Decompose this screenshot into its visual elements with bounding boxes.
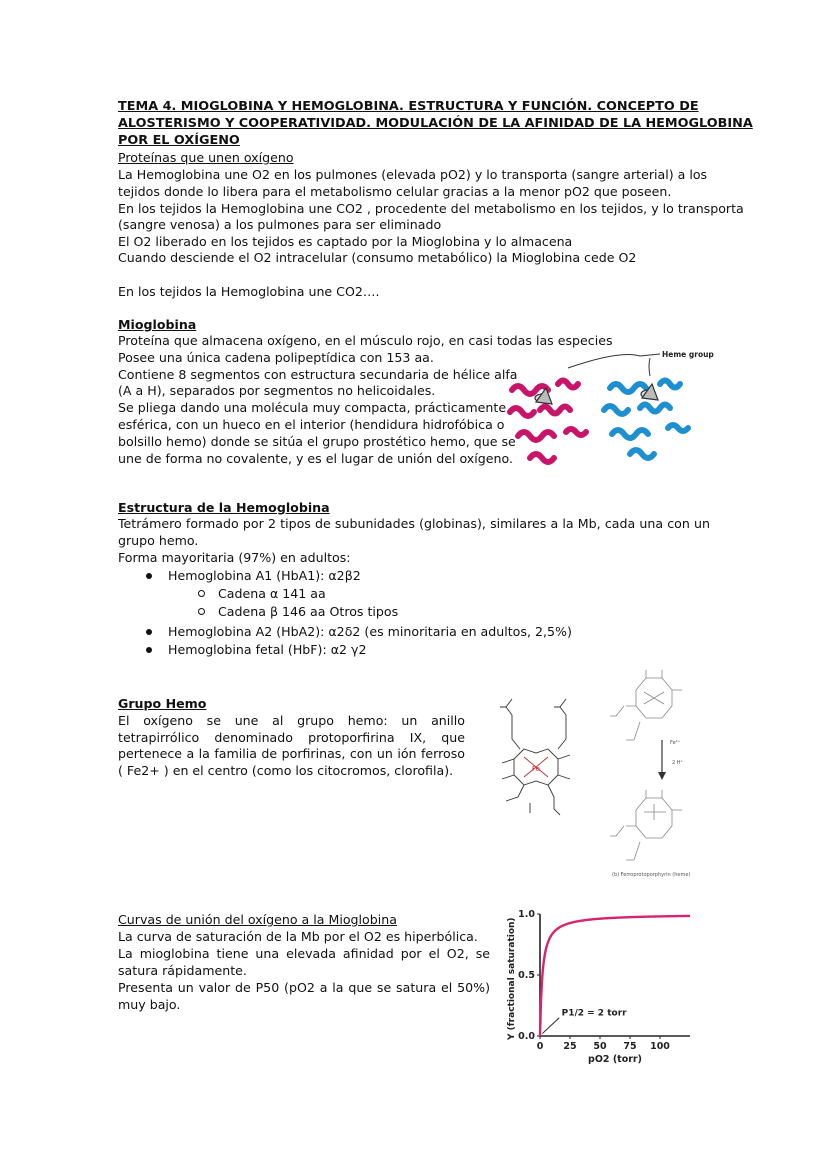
mioglobina-heading: Mioglobina (118, 317, 197, 332)
bullet-icon (146, 629, 152, 635)
heme-reaction-scheme (604, 660, 716, 882)
curvas-text-line: La curva de saturación de la Mb por el O2 es hiperbólica. (118, 929, 478, 944)
mioglobina-text-line: Se pliega dando una molécula muy compacta, prácticamente (118, 400, 507, 415)
x-tick-label: 100 (650, 1041, 670, 1052)
myoglobin-saturation-chart (500, 900, 700, 1070)
mioglobina-text-line: (A a H), separados por segmentos no helicoidales. (118, 383, 436, 398)
intro-paragraph-line: La Hemoglobina une O2 en los pulmones (elevada pO2) y lo transporta (sangre arterial) a los (118, 167, 708, 182)
fe2-reagent-label: Fe²⁺ (670, 740, 681, 746)
intro-paragraph-line: tejidos donde lo libera para el metabolismo celular gracias a la menor pO2 que poseen. (118, 184, 672, 199)
list-item-text: Hemoglobina A2 (HbA2): α2δ2 (es minoritaria en adultos, 2,5%) (168, 624, 572, 639)
page-title (118, 98, 753, 149)
list-item-text: Hemoglobina A1 (HbA1): α2β2 (168, 568, 361, 583)
list-item (218, 603, 398, 621)
list-item-text: Hemoglobina fetal (HbF): α2 γ2 (168, 641, 367, 657)
ferroprotoporphyrin-caption: (b) Ferroprotoporphyrin (heme) (612, 872, 691, 878)
intro-paragraph-line: En los tejidos la Hemoglobina une CO2 , procedente del metabolismo en los tejidos, y lo transporta (118, 201, 744, 216)
circle-bullet-icon (198, 608, 205, 615)
mioglobina-text-line: esférica, con un hueco en el interior (hendidura hidrofóbica o (118, 417, 505, 432)
intro-paragraph-line: En los tejidos la Hemoglobina une CO2…. (118, 284, 380, 299)
list-item-text: Cadena β 146 aa Otros tipos (218, 603, 399, 619)
title-line-3: POR EL OXÍGENO (118, 133, 240, 148)
myoglobin-structure-figure (500, 340, 720, 475)
intro-paragraph-line: (sangre venosa) a los pulmones para ser eliminado (118, 217, 442, 232)
hemoglobin-a1-chains-list (218, 585, 398, 620)
mioglobina-text-line: Posee una única cadena polipeptídica con 153 aa. (118, 350, 434, 365)
hemo-paragraph: El oxígeno se une al grupo hemo: un anillo tetrapirrólico denominado protoporfirina IX, que pertenece a la familia de porfirinas, con un ión ferroso ( Fe2+ ) en el centro (como los citocromos, clorofila). (118, 713, 465, 778)
hemoglobina-paragraph: Tetrámero formado por 2 tipos de subunidades (globinas), similares a la Mb, cada una con un grupo hemo. (118, 516, 710, 548)
curvas-paragraph: La mioglobina tiene una elevada afinidad por el O2, se satura rápidamente. (118, 946, 490, 978)
intro-paragraph-line: Cuando desciende el O2 intracelular (consumo metabólico) la Mioglobina cede O2 (118, 250, 637, 265)
title-line-2: ALOSTERISMO Y COOPERATIVIDAD. MODULACIÓN DE LA AFINIDAD DE LA HEMOGLOBINA (118, 116, 753, 131)
mioglobina-text-line: Contiene 8 segmentos con estructura secundaria de hélice alfa (118, 367, 518, 382)
bullet-icon (146, 647, 152, 653)
list-item (218, 585, 398, 603)
y-tick-label: 1.0 (518, 909, 535, 920)
hemoglobina-heading: Estructura de la Hemoglobina (118, 500, 330, 515)
intro-subtitle: Proteínas que unen oxígeno (118, 150, 294, 165)
x-tick-label: 50 (593, 1041, 607, 1052)
heme-group-text: Heme group (662, 350, 714, 359)
p50-annotation: P1/2 = 2 torr (561, 1008, 627, 1019)
mioglobina-text-line: Proteína que almacena oxígeno, en el músculo rojo, en casi todas las especies (118, 333, 613, 348)
hemo-heading: Grupo Hemo (118, 696, 207, 711)
mioglobina-text-line: bolsillo hemo) donde se sitúa el grupo prostético hemo, que se (118, 434, 516, 449)
list-item (168, 567, 361, 585)
bullet-icon (146, 573, 152, 579)
proton-release-label: 2 H⁺ (672, 760, 684, 766)
x-tick-label: 75 (623, 1041, 637, 1052)
x-tick-label: 0 (536, 1041, 544, 1052)
hemoglobin-types-list (168, 567, 361, 585)
y-tick-label: 0.0 (518, 1031, 535, 1042)
mioglobina-text-line: une de forma no covalente, y es el lugar de unión del oxígeno. (118, 451, 513, 466)
p50-annotation-line (542, 1018, 559, 1034)
x-axis-label: pO2 (torr) (588, 1054, 642, 1065)
heme-group-label (568, 350, 714, 376)
x-tick-label: 25 (563, 1041, 577, 1052)
y-tick-label: 0.5 (518, 970, 535, 981)
title-line-1: TEMA 4. MIOGLOBINA Y HEMOGLOBINA. ESTRUCTURA Y FUNCIÓN. CONCEPTO DE (118, 99, 699, 114)
y-axis-label: Y (fractional saturation) (507, 917, 517, 1040)
intro-paragraph-line: El O2 liberado en los tejidos es captado por la Mioglobina y lo almacena (118, 234, 573, 249)
circle-bullet-icon (198, 590, 205, 597)
curvas-paragraph: Presenta un valor de P50 (pO2 a la que se satura el 50%) muy bajo. (118, 980, 490, 1012)
list-item (168, 641, 572, 659)
list-item-text: Cadena α 141 aa (218, 586, 326, 601)
list-item (168, 623, 572, 641)
fe-atom-label: Fe (532, 765, 540, 773)
curvas-heading: Curvas de unión del oxígeno a la Mioglobina (118, 912, 397, 927)
hemoglobin-other-types-list (168, 623, 572, 658)
hemoglobina-text-line: Forma mayoritaria (97%) en adultos: (118, 550, 351, 565)
heme-structure-drawing (484, 693, 602, 823)
